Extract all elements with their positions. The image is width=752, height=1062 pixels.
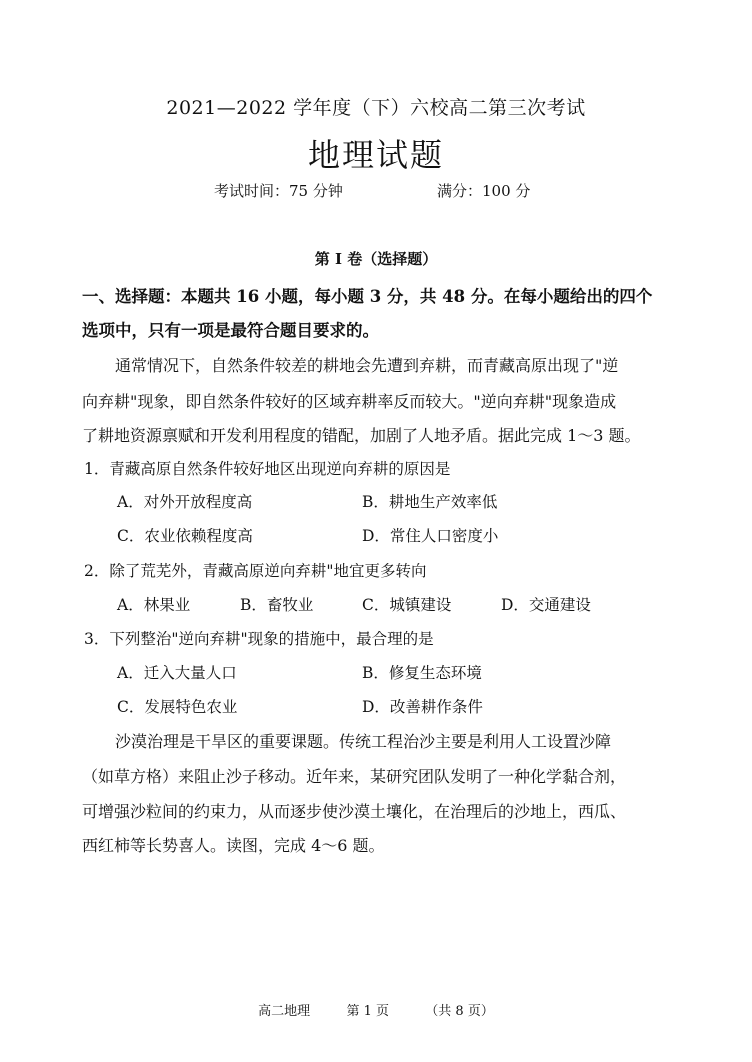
- passage1-line-3: 了耕地资源禀赋和开发利用程度的错配，加剧了人地矛盾。据此完成 1～3 题。: [82, 426, 641, 445]
- question-2-option-d: D．交通建设: [501, 596, 591, 614]
- passage2-line-3: 可增强沙粒间的约束力，从而逐步使沙漠土壤化，在治理后的沙地上，西瓜、: [82, 802, 627, 821]
- question-2-stem: 2．除了荒芜外，青藏高原逆向弃耕"地宜更多转向: [84, 562, 427, 580]
- question-2-option-c: C．城镇建设: [362, 596, 452, 614]
- passage2-line-1: 沙漠治理是干旱区的重要课题。传统工程治沙主要是利用人工设置沙障: [115, 732, 612, 751]
- question-2-option-b: B．畜牧业: [240, 596, 314, 614]
- section-instruction-line-2: 选项中，只有一项是最符合题目要求的。: [82, 321, 379, 340]
- question-1-option-b: B．耕地生产效率低: [362, 493, 498, 511]
- question-3-stem: 3．下列整治"逆向弃耕"现象的措施中，最合理的是: [84, 630, 434, 648]
- page-footer: [0, 1000, 752, 1019]
- full-score: 满分：100 分: [437, 182, 531, 200]
- footer-course: 高二地理: [258, 1004, 311, 1019]
- question-1-option-d: D．常住人口密度小: [362, 527, 499, 545]
- exam-duration: 考试时间：75 分钟: [214, 182, 343, 200]
- exam-title: 2021—2022 学年度（下）六校高二第三次考试: [166, 97, 586, 119]
- part-title: 第 I 卷（选择题）: [314, 250, 438, 268]
- footer-total-pages: （共 8 页）: [425, 1004, 494, 1019]
- passage1-line-2: 向弃耕"现象，即自然条件较好的区域弃耕率反而较大。"逆向弃耕"现象造成: [82, 392, 617, 411]
- question-1-option-a: A．对外开放程度高: [117, 493, 253, 511]
- section-instruction-line-1: 一、选择题：本题共 16 小题，每小题 3 分，共 48 分。在每小题给出的四个: [82, 287, 653, 306]
- footer-page-number: 第 1 页: [346, 1004, 389, 1019]
- question-1-option-c: C．农业依赖程度高: [117, 527, 253, 545]
- question-3-option-c: C．发展特色农业: [117, 698, 238, 716]
- question-3-option-b: B．修复生态环境: [362, 664, 482, 682]
- question-2-option-a: A．林果业: [117, 596, 191, 614]
- passage1-line-1: 通常情况下，自然条件较差的耕地会先遭到弃耕，而青藏高原出现了"逆: [115, 356, 619, 375]
- question-3-option-a: A．迁入大量人口: [117, 664, 237, 682]
- passage2-line-2: （如草方格）来阻止沙子移动。近年来，某研究团队发明了一种化学黏合剂，: [82, 767, 627, 786]
- subject-title: 地理试题: [307, 136, 444, 174]
- question-3-option-d: D．改善耕作条件: [362, 698, 483, 716]
- question-1-stem: 1．青藏高原自然条件较好地区出现逆向弃耕的原因是: [84, 460, 451, 478]
- passage2-line-4: 西红柿等长势喜人。读图，完成 4～6 题。: [82, 836, 385, 855]
